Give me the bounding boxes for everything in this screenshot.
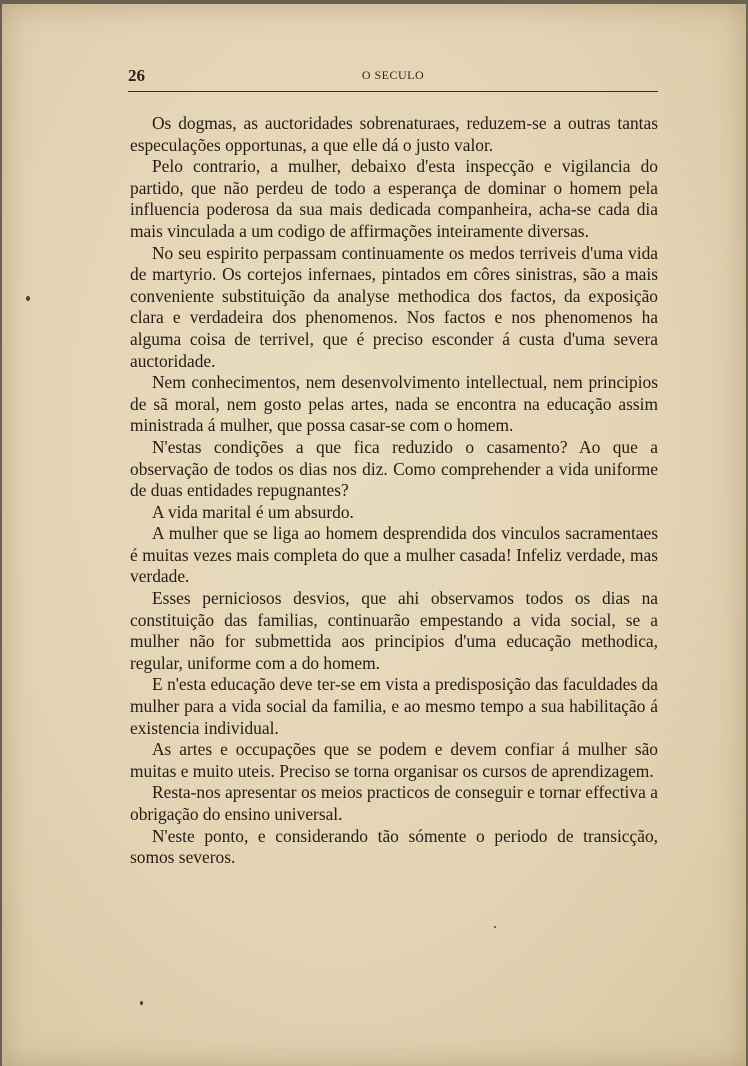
paper-speck	[26, 296, 30, 301]
paragraph: Esses perniciosos desvios, que ahi observamos todos os dias na constituição das familias, continuarão empestando a vida social, se a mulher não for submettida aos principios d'uma educação methodica, regular, uniforme com a do homem.	[130, 588, 658, 673]
paper-speck	[494, 926, 496, 928]
paragraph: Pelo contrario, a mulher, debaixo d'esta inspecção e vigilancia do partido, que não perdeu de todo a esperança de dominar o homem pela influencia poderosa da sua mais dedicada companheira, acha-se cada dia mais vinculada a um codigo de affirmações inteiramente diversas.	[130, 156, 658, 241]
page-number: 26	[128, 66, 145, 85]
paragraph: N'estas condições a que fica reduzido o casamento? Ao que a observação de todos os dias nos diz. Como comprehender a vida uniforme de duas entidades repugnantes?	[130, 436, 658, 501]
running-title: O SECULO	[361, 68, 425, 82]
page-header	[128, 64, 658, 92]
paragraph: N'este ponto, e considerando tão sómente o periodo de transicção, somos severos.	[130, 825, 658, 868]
paragraph: No seu espirito perpassam continuamente os medos terriveis d'uma vida de martyrio. Os cortejos infernaes, pintados em côres sinistras, são a mais conveniente substituição da analyse methodica dos factos, da exposição clara e verdadeira dos phenomenos. Nos factos e nos phenomenos ha alguma coisa de terrivel, que é preciso esconder á custa d'uma severa auctoridade.	[130, 242, 658, 371]
paragraph: Nem conhecimentos, nem desenvolvimento intellectual, nem principios de sã moral, nem gosto pelas artes, nada se encontra na educação assim ministrada á mulher, que possa casar-se com o homem.	[130, 372, 658, 436]
header-rule	[128, 91, 658, 92]
paragraph: A mulher que se liga ao homem desprendida dos vinculos sacramentaes é muitas vezes mais completa do que a mulher casada! Infeliz verdade, mas verdade.	[130, 523, 658, 587]
book-page	[2, 4, 746, 1066]
paper-speck	[140, 1001, 143, 1005]
paragraph: As artes e occupações que se podem e devem confiar á mulher são muitas e muito uteis. Preciso se torna organisar os cursos de aprendizagem.	[130, 739, 658, 781]
body-text	[130, 113, 658, 869]
paragraph: Resta-nos apresentar os meios practicos de conseguir e tornar effectiva a obrigação do ensino universal.	[130, 782, 658, 824]
paragraph: Os dogmas, as auctoridades sobrenaturaes, reduzem-se a outras tantas especulações opportunas, a que elle dá o justo valor.	[130, 113, 658, 155]
paragraph: E n'esta educação deve ter-se em vista a predisposição das faculdades da mulher para a vida social da familia, e ao mesmo tempo a sua habilitação á existencia individual.	[130, 674, 658, 738]
paragraph: A vida marital é um absurdo.	[152, 501, 354, 522]
